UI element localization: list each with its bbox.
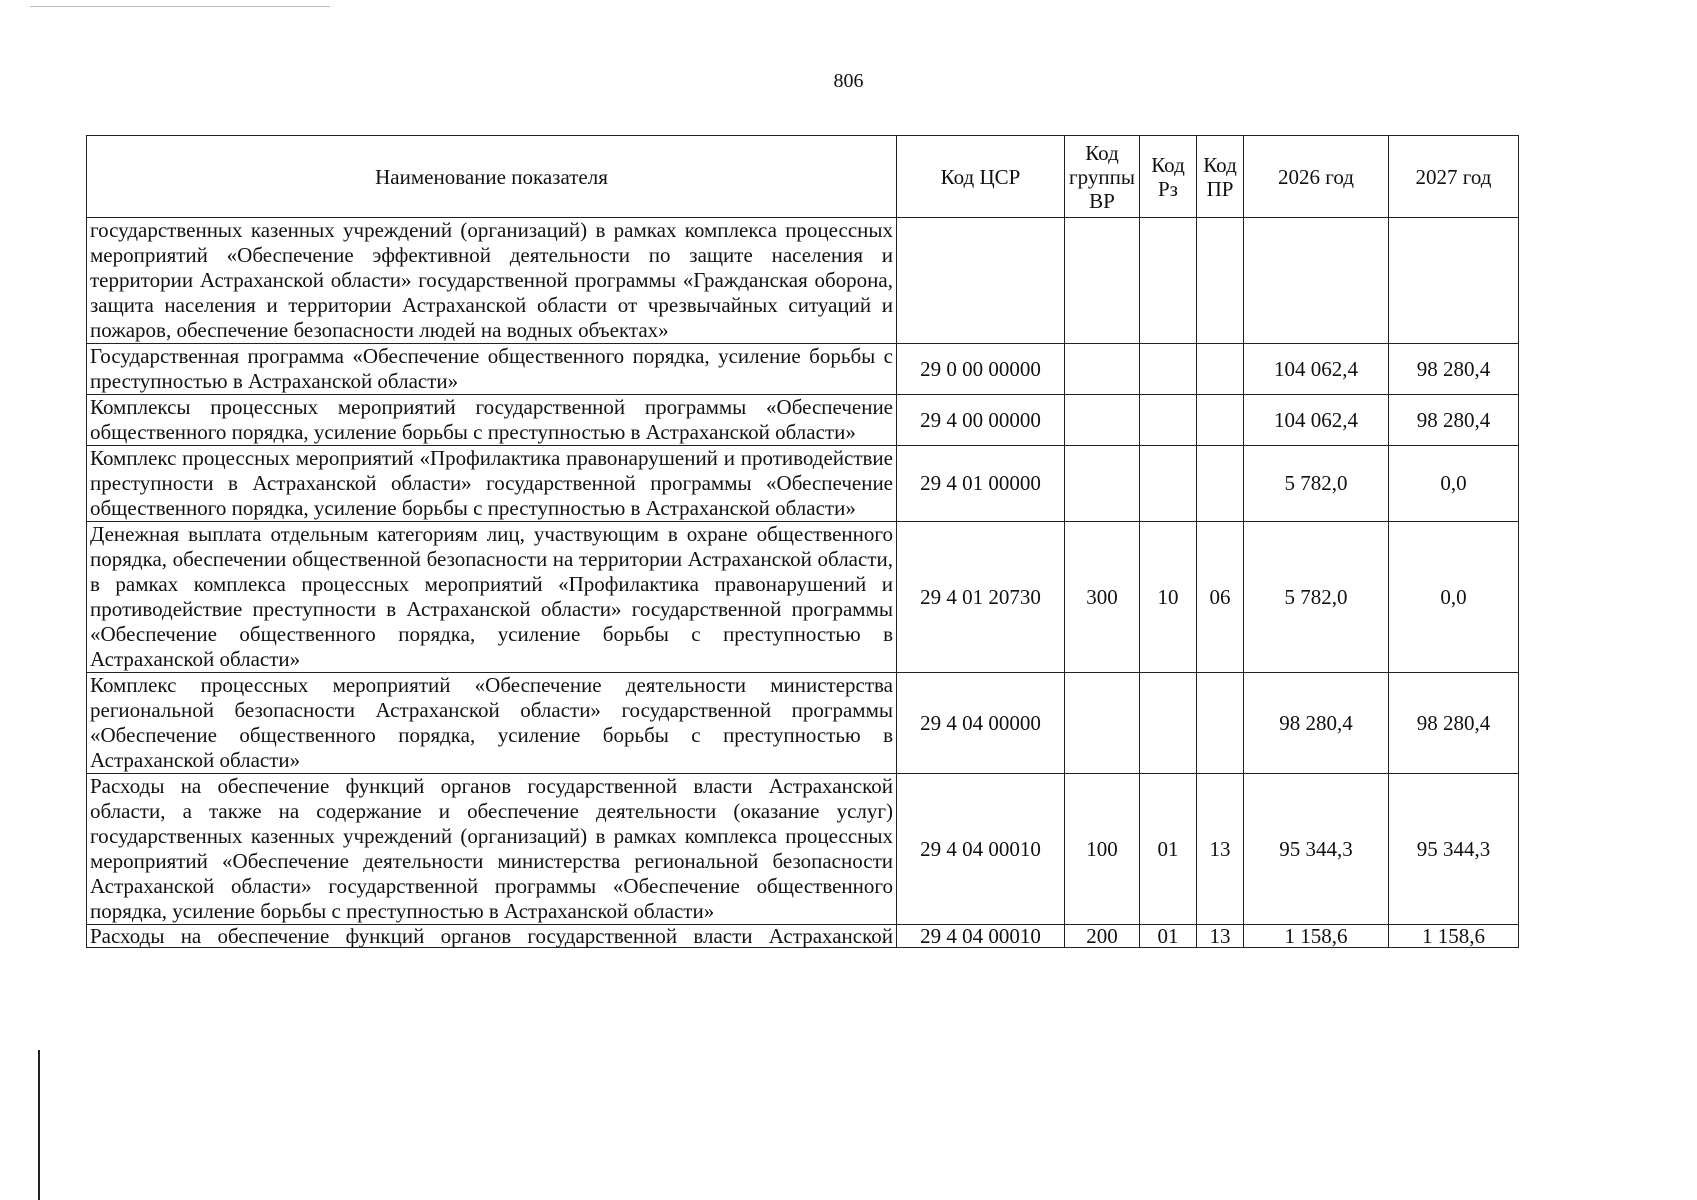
page-number: 806	[833, 70, 864, 92]
row-name: Комплекс процессных мероприятий «Профилактика правонарушений и противодействие преступности в Астраханской области» государственной программы «Обеспечение общественного порядка, усиление борьбы с преступностью в Астраханской области»	[87, 446, 897, 522]
row-vr: 200	[1065, 925, 1140, 948]
row-csr: 29 4 04 00000	[897, 673, 1065, 774]
row-2026: 95 344,3	[1244, 774, 1389, 925]
header-rz: Код Рз	[1140, 136, 1197, 218]
row-name: Комплекс процессных мероприятий «Обеспечение деятельности министерства региональной безопасности Астраханской области» государственной программы «Обеспечение общественного порядка, усиление борьбы с преступностью в Астраханской области»	[87, 673, 897, 774]
row-2027: 95 344,3	[1389, 774, 1519, 925]
row-vr: 100	[1065, 774, 1140, 925]
row-csr	[897, 218, 1065, 344]
row-rz: 10	[1140, 522, 1197, 673]
row-2027	[1389, 218, 1519, 344]
table-row	[87, 673, 1519, 774]
scan-top-rule	[30, 6, 330, 7]
header-name: Наименование показателя	[87, 136, 897, 218]
row-vr	[1065, 344, 1140, 395]
row-rz	[1140, 344, 1197, 395]
row-vr	[1065, 673, 1140, 774]
row-vr: 300	[1065, 522, 1140, 673]
row-pr	[1197, 395, 1244, 446]
row-pr	[1197, 344, 1244, 395]
row-2026: 104 062,4	[1244, 344, 1389, 395]
header-2027: 2027 год	[1389, 136, 1519, 218]
row-2027: 0,0	[1389, 522, 1519, 673]
row-2027: 1 158,6	[1389, 925, 1519, 948]
row-2026: 98 280,4	[1244, 673, 1389, 774]
scan-left-margin-line	[38, 1050, 40, 1200]
row-csr: 29 4 04 00010	[897, 925, 1065, 948]
header-csr: Код ЦСР	[897, 136, 1065, 218]
row-name: Государственная программа «Обеспечение общественного порядка, усиление борьбы с преступностью в Астраханской области»	[87, 344, 897, 395]
row-pr	[1197, 673, 1244, 774]
table-row	[87, 774, 1519, 925]
row-csr: 29 0 00 00000	[897, 344, 1065, 395]
row-2027: 98 280,4	[1389, 344, 1519, 395]
header-2026: 2026 год	[1244, 136, 1389, 218]
row-pr	[1197, 218, 1244, 344]
row-pr: 06	[1197, 522, 1244, 673]
table-row	[87, 395, 1519, 446]
row-rz: 01	[1140, 774, 1197, 925]
row-vr	[1065, 218, 1140, 344]
row-csr: 29 4 01 20730	[897, 522, 1065, 673]
row-vr	[1065, 446, 1140, 522]
table-row	[87, 522, 1519, 673]
table-row	[87, 925, 1519, 948]
header-pr: Код ПР	[1197, 136, 1244, 218]
header-vr: Код группы ВР	[1065, 136, 1140, 218]
row-csr: 29 4 00 00000	[897, 395, 1065, 446]
row-2026: 5 782,0	[1244, 522, 1389, 673]
budget-table	[86, 135, 1519, 948]
row-rz	[1140, 395, 1197, 446]
row-2026	[1244, 218, 1389, 344]
row-name: Денежная выплата отдельным категориям лиц, участвующим в охране общественного порядка, обеспечении общественной безопасности на территории Астраханской области, в рамках комплекса процессных мероприятий «Профилактика правонарушений и противодействие преступности в Астраханской области» государственной программы «Обеспечение общественного порядка, усиление борьбы с преступностью в Астраханской области»	[87, 522, 897, 673]
row-pr: 13	[1197, 774, 1244, 925]
row-2027: 98 280,4	[1389, 395, 1519, 446]
row-name: Расходы на обеспечение функций органов государственной власти Астраханской	[87, 925, 897, 948]
row-pr: 13	[1197, 925, 1244, 948]
row-name: государственных казенных учреждений (организаций) в рамках комплекса процессных мероприятий «Обеспечение эффективной деятельности по защите населения и территории Астраханской области» государственной программы «Гражданская оборона, защита населения и территории Астраханской области от чрезвычайных ситуаций и пожаров, обеспечение безопасности людей на водных объектах»	[87, 218, 897, 344]
row-rz	[1140, 673, 1197, 774]
row-2026: 1 158,6	[1244, 925, 1389, 948]
row-name: Расходы на обеспечение функций органов государственной власти Астраханской области, а также на содержание и обеспечение деятельности (оказание услуг) государственных казенных учреждений (организаций) в рамках комплекса процессных мероприятий «Обеспечение деятельности министерства региональной безопасности Астраханской области» государственной программы «Обеспечение общественного порядка, усиление борьбы с преступностью в Астраханской области»	[87, 774, 897, 925]
row-name: Комплексы процессных мероприятий государственной программы «Обеспечение общественного порядка, усиление борьбы с преступностью в Астраханской области»	[87, 395, 897, 446]
row-vr	[1065, 395, 1140, 446]
table-row	[87, 446, 1519, 522]
row-rz	[1140, 446, 1197, 522]
row-csr: 29 4 04 00010	[897, 774, 1065, 925]
row-2026: 5 782,0	[1244, 446, 1389, 522]
row-2027: 98 280,4	[1389, 673, 1519, 774]
row-rz	[1140, 218, 1197, 344]
row-2026: 104 062,4	[1244, 395, 1389, 446]
row-2027: 0,0	[1389, 446, 1519, 522]
table-header-row	[87, 136, 1519, 218]
table-row	[87, 218, 1519, 344]
row-pr	[1197, 446, 1244, 522]
row-rz: 01	[1140, 925, 1197, 948]
row-csr: 29 4 01 00000	[897, 446, 1065, 522]
table-row	[87, 344, 1519, 395]
